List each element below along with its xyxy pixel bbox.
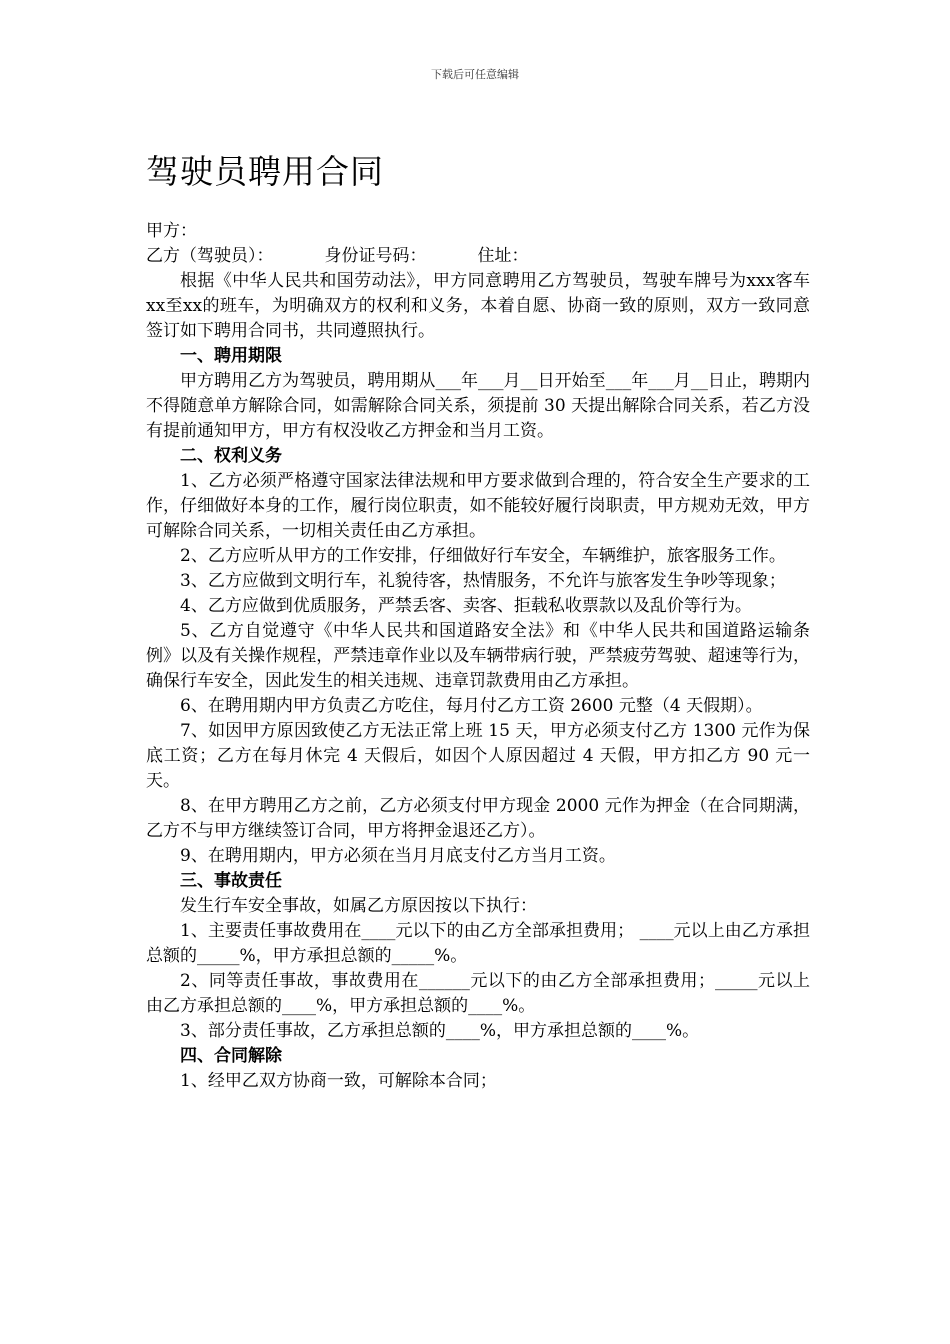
rights-item-3: 3、乙方应做到文明行车，礼貌待客，热情服务，不允许与旅客发生争吵等现象；: [180, 571, 786, 591]
party-b-line: [146, 244, 810, 269]
intro-paragraph: 根据《中华人民共和国劳动法》，甲方同意聘用乙方驾驶员，驾驶车牌号为xxx客车xx至xx的班车，为明确双方的权利和义务，本着自愿、协商一致的原则，双方一致同意签订如下聘用合同书，共同遵照执行。: [146, 271, 810, 341]
term-paragraph: 甲方聘用乙方为驾驶员，聘用期从___年___月__日开始至___年___月__日止，聘期内不得随意单方解除合同，如需解除合同关系，须提前 30 天提出解除合同关系，若乙方没有提前通知甲方，甲方有权没收乙方押金和当月工资。: [146, 371, 810, 441]
section-heading-accident: 三、事故责任: [180, 871, 282, 891]
party-b-label: 乙方（驾驶员）：: [146, 246, 274, 266]
accident-intro: 发生行车安全事故，如属乙方原因按以下执行：: [180, 896, 537, 916]
section-heading-rights: 二、权利义务: [180, 446, 282, 466]
rights-item-8: 8、在甲方聘用乙方之前，乙方必须支付甲方现金 2000 元作为押金（在合同期满，乙方不与甲方继续签订合同，甲方将押金退还乙方）。: [146, 796, 810, 841]
accident-item-3: 3、部分责任事故，乙方承担总额的____%，甲方承担总额的____%。: [180, 1021, 700, 1041]
rights-item-5: 5、乙方自觉遵守《中华人民共和国道路安全法》和《中华人民共和国道路运输条例》以及有关操作规程，严禁违章作业以及车辆带病行驶，严禁疲劳驾驶、超速等行为，确保行车安全，因此发生的相关违规、违章罚款费用由乙方承担。: [146, 621, 810, 691]
rights-item-7: 7、如因甲方原因致使乙方无法正常上班 15 天，甲方必须支付乙方 1300 元作为保底工资；乙方在每月休完 4 天假后，如因个人原因超过 4 天假，甲方扣乙方 90 元一天。: [146, 721, 810, 791]
rights-item-4: 4、乙方应做到优质服务，严禁丢客、卖客、拒载私收票款以及乱价等行为。: [180, 596, 752, 616]
section-heading-termination: 四、合同解除: [180, 1046, 282, 1066]
party-a-line: 甲方：: [146, 221, 197, 241]
rights-item-9: 9、在聘用期内，甲方必须在当月月底支付乙方当月工资。: [180, 846, 616, 866]
section-heading-term: 一、聘用期限: [180, 346, 282, 366]
address-label: 住址：: [477, 246, 529, 266]
accident-item-1: 1、主要责任事故费用在____元以下的由乙方全部承担费用； ____元以上由乙方承担总额的_____%，甲方承担总额的_____%。: [146, 921, 810, 966]
contract-body: [146, 219, 810, 1094]
rights-item-2: 2、乙方应听从甲方的工作安排，仔细做好行车安全，车辆维护，旅客服务工作。: [180, 546, 786, 566]
header-note: 下载后可任意编辑: [431, 68, 519, 81]
id-number-label: 身份证号码：: [324, 246, 427, 266]
document-title: 驾驶员聘用合同: [146, 152, 384, 191]
rights-item-6: 6、在聘用期内甲方负责乙方吃住，每月付乙方工资 2600 元整（4 天假期）。: [180, 696, 763, 716]
accident-item-2: 2、同等责任事故，事故费用在______元以下的由乙方全部承担费用；_____元以上由乙方承担总额的____%，甲方承担总额的____%。: [146, 971, 810, 1016]
rights-item-1: 1、乙方必须严格遵守国家法律法规和甲方要求做到合理的，符合安全生产要求的工作，仔细做好本身的工作，履行岗位职责，如不能较好履行岗职责，甲方规劝无效，甲方可解除合同关系，一切相关责任由乙方承担。: [146, 471, 810, 541]
termination-item-1: 1、经甲乙双方协商一致，可解除本合同；: [180, 1071, 497, 1091]
